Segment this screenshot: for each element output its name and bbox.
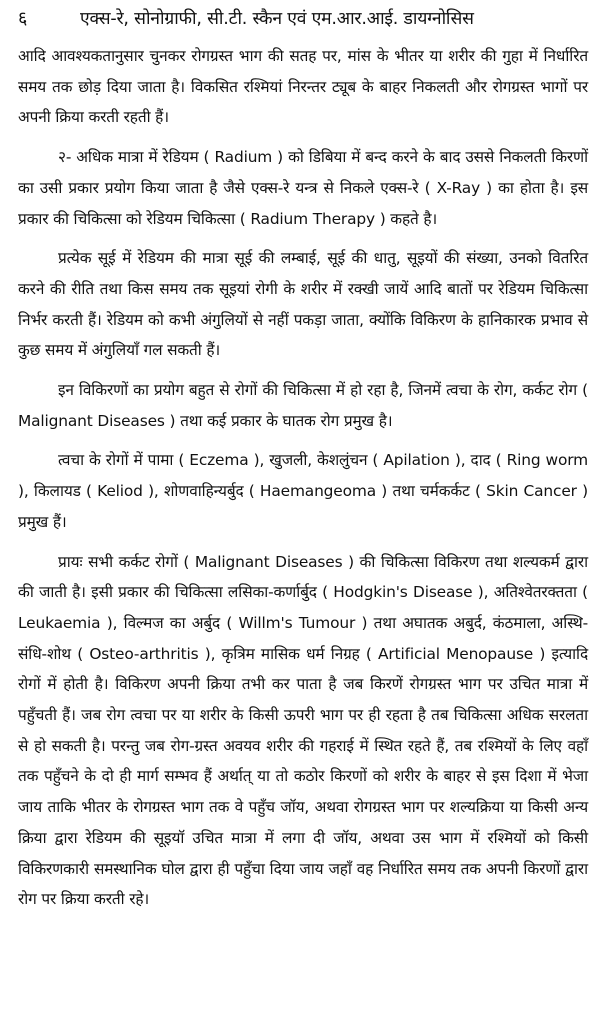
page-number: ६ — [18, 8, 28, 29]
paragraph-skin-diseases: त्वचा के रोगों में पामा ( Eczema ), खुजली, केशलुंचन ( Apilation ), दाद ( Ring worm ), किलायड ( Keliod ), शोणवाहिन्यर्बुद ( Haemangeoma ) तथा चर्मकर्कट ( Skin Cancer ) प्रमुख हैं। — [18, 451, 588, 531]
page-body — [18, 41, 588, 915]
paragraph-malignant-diseases: प्रायः सभी कर्कट रोगों ( Malignant Diseases ) की चिकित्सा विकिरण तथा शल्यकर्म द्वारा की जाती है। इसी प्रकार की चिकित्सा लसिका-कर्णार्बुद ( Hodgkin's Disease ), अतिश्वेतरक्तता ( Leukaemia ), विल्मज का अर्बुद ( Willm's Tumour ) तथा अघातक अबुर्द, कंठमाला, अस्थि-संधि-शोथ ( Osteo-arthritis ), कृत्रिम मासिक धर्म निग्रह ( Artificial Menopause ) इत्यादि रोगों में होती है। विकिरण अपनी क्रिया तभी कर पाता है जब किरणें रोगग्रस्त भाग पर उचित मात्रा में पहुँचती हैं। जब रोग त्वचा पर या शरीर के किसी ऊपरी भाग पर ही रहता है तब चिकित्सा अधिक सरलता से हो सकती है। परन्तु जब रोग-ग्रस्त अवयव शरीर की गहराई में स्थित रहते हैं, तब रश्मियों के लिए वहाँ तक पहुँचने के दो ही मार्ग सम्भव हैं अर्थात् या तो कठोर किरणों को शरीर के बाहर से इस दिशा में भेजा जाय ताकि भीतर के रोगग्रस्त भाग तक वे पहुँच जॉय, अथवा रोगग्रस्त भाग पर शल्यक्रिया या किसी अन्य क्रिया द्वारा रेडियम की सूइयॉ उचित मात्रा में लगा दी जॉय, अथवा उस भाग में रश्मियों को किसी विकिरणकारी समस्थानिक घोल द्वारा ही पहुँचा दिया जाय जहाँ वह निर्धारित समय तक अपनी किरणों द्वारा रोग पर क्रिया करती रहे। — [18, 552, 588, 909]
paragraph-radium: २- अधिक मात्रा में रेडियम ( Radium ) को डिबिया में बन्द करने के बाद उससे निकलती किरणों का उसी प्रकार प्रयोग किया जाता है जैसे एक्स-रे यन्त्र से निकले एक्स-रे ( X-Ray ) का होता है। इस प्रकार की चिकित्सा को रेडियम चिकित्सा ( Radium Therapy ) कहते है। — [18, 148, 588, 228]
paragraph-needles: प्रत्येक सूई में रेडियम की मात्रा सूई की लम्बाई, सूई की धातु, सूइयों की संख्या, उनको वितरित करने की रीति तथा किस समय तक सूइयां रोगी के शरीर में रक्खी जायें आदि बातों पर रेडियम चिकित्सा निर्भर करती हैं। रेडियम को कभी अंगुलियों से नहीं पकड़ा जाता, क्योंकि विकिरण के हानिकारक प्रभाव से कुछ समय में अंगुलियाँ गल सकती हैं। — [18, 249, 588, 360]
page-header — [18, 6, 588, 40]
paragraph-uses: इन विकिरणों का प्रयोग बहुत से रोगों की चिकित्सा में हो रहा है, जिनमें त्वचा के रोग, कर्कट रोग ( Malignant Diseases ) तथा कई प्रकार के घातक रोग प्रमुख है। — [18, 381, 588, 430]
paragraph-continuation: आदि आवश्यकतानुसार चुनकर रोगग्रस्त भाग की सतह पर, मांस के भीतर या शरीर की गुहा में निर्धारित समय तक छोड़ दिया जाता है। विकसित रश्मियां निरन्तर ट्यूब के बाहर निकलती और रोगग्रस्त भागों पर अपनी क्रिया करती रहती हैं। — [18, 47, 588, 127]
running-title: एक्स-रे, सोनोग्राफी, सी.टी. स्कैन एवं एम.आर.आई. डायग्नोसिस — [80, 9, 474, 29]
